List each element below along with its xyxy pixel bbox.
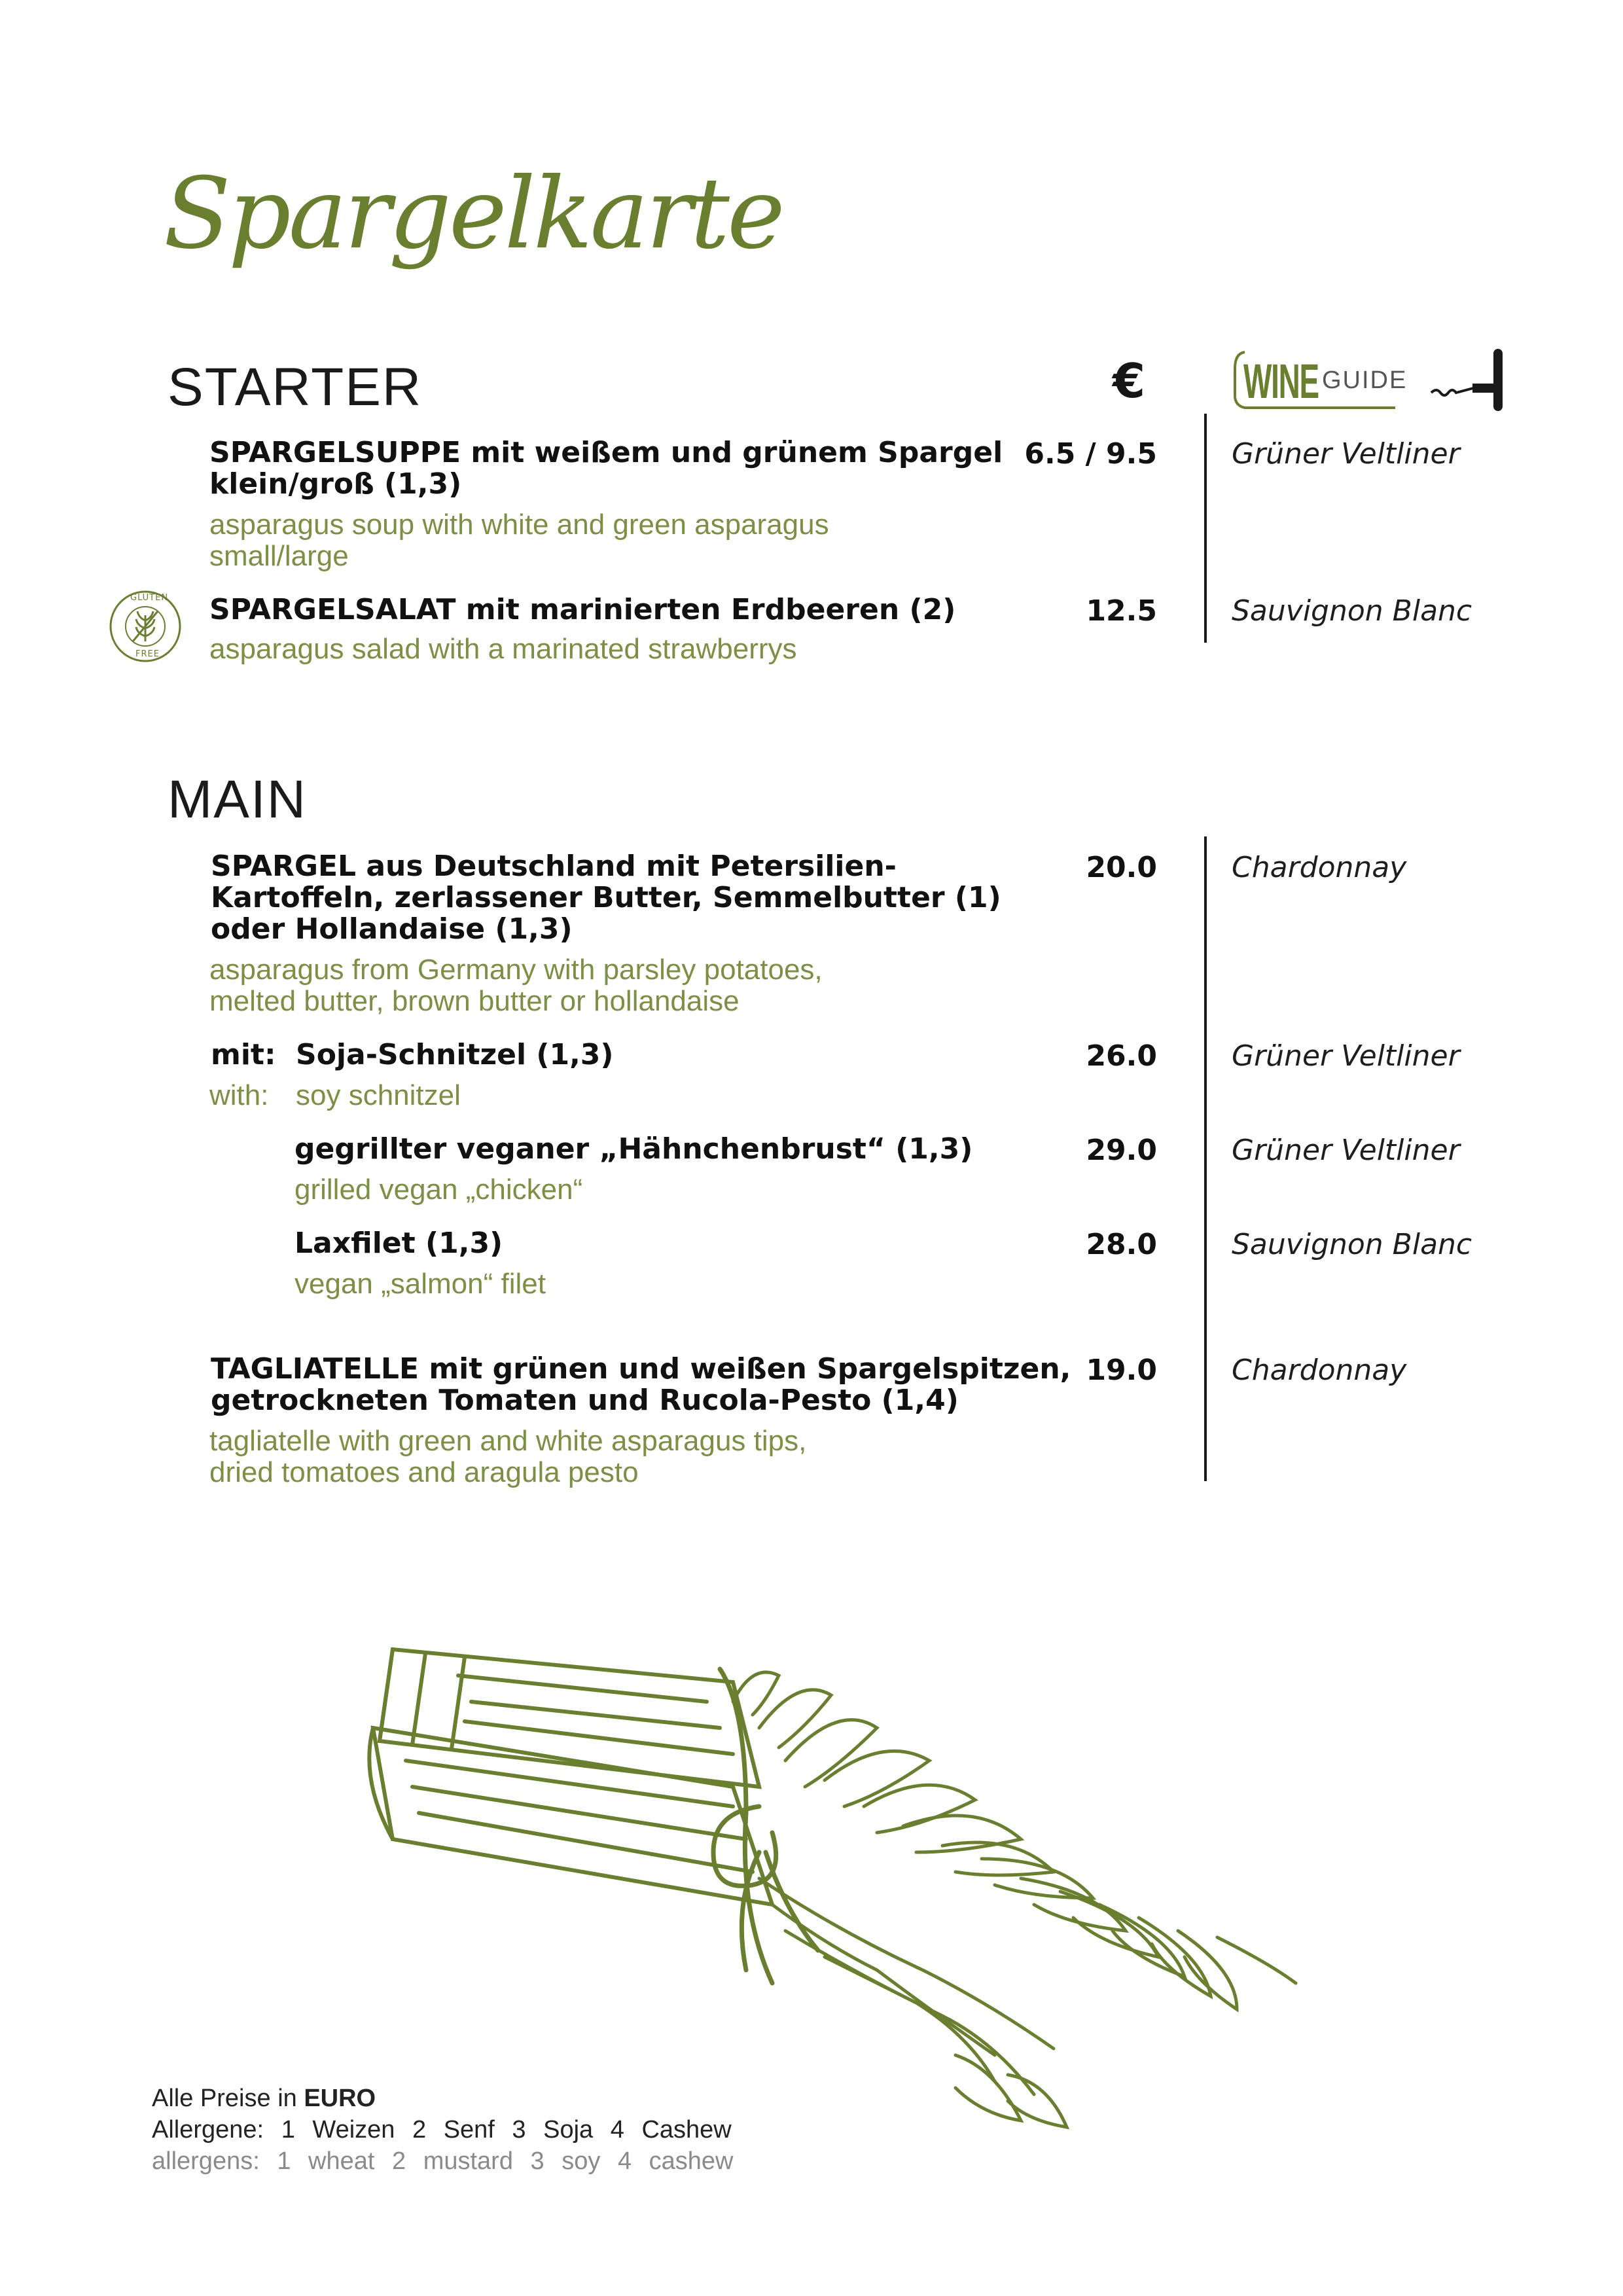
free-badge-text: FREE	[135, 649, 160, 659]
item-name: Laxfilet (1,3)	[294, 1227, 503, 1260]
item-name: TAGLIATELLE mit grünen und weißen Spargelspitzen,	[211, 1352, 1071, 1386]
item-translation: asparagus from Germany with parsley potatoes,	[209, 954, 823, 986]
price-note-currency: EURO	[304, 2085, 376, 2112]
price-note-prefix: Alle Preise in	[152, 2085, 297, 2112]
item-name: gegrillter veganer „Hähnchenbrust“ (1,3)	[294, 1132, 973, 1166]
allergen-name: soy	[562, 2147, 601, 2175]
allergen-code: 4	[617, 2147, 632, 2175]
wine-pairing: Sauvignon Blanc	[1232, 1228, 1472, 1261]
allergen-name: wheat	[308, 2147, 375, 2175]
allergene-name: Senf	[443, 2116, 495, 2144]
section-title-main: MAIN	[168, 770, 307, 829]
allergen-code: 1	[277, 2147, 291, 2175]
gluten-free-badge	[108, 589, 183, 664]
allergene-code: 2	[412, 2116, 427, 2144]
item-name-continued: oder Hollandaise (1,3)	[211, 912, 573, 946]
allergene-code: 1	[281, 2116, 295, 2144]
wine-pairing: Grüner Veltliner	[1232, 1039, 1460, 1073]
item-translation: tagliatelle with green and white asparagus tips,	[209, 1425, 807, 1457]
item-price: 19.0	[1086, 1354, 1157, 1387]
item-translation-continued: small/large	[209, 540, 349, 572]
gluten-badge-text: GLUTEN	[130, 593, 169, 603]
allergene-name: Cashew	[641, 2116, 732, 2144]
allergen-name: cashew	[649, 2147, 734, 2175]
section-title-starter: STARTER	[168, 357, 423, 417]
allergene-name: Soja	[543, 2116, 594, 2144]
mit-label: mit:	[211, 1038, 276, 1071]
item-price: 6.5 / 9.5	[1024, 437, 1157, 471]
with-label: with:	[209, 1079, 269, 1111]
item-name-continued: getrockneten Tomaten und Rucola-Pesto (1,4)	[211, 1384, 959, 1417]
item-translation-continued: dried tomatoes and aragula pesto	[209, 1456, 639, 1488]
menu-title: Spargelkarte	[164, 157, 783, 271]
item-name: Soja-Schnitzel (1,3)	[296, 1038, 614, 1071]
wine-pairing: Grüner Veltliner	[1232, 1134, 1460, 1167]
allergene-legend	[152, 2114, 742, 2145]
item-translation: grilled vegan „chicken“	[294, 1174, 583, 1206]
allergen-name: mustard	[423, 2147, 513, 2175]
wine-column-divider	[1204, 414, 1207, 643]
allergens-legend	[152, 2145, 744, 2177]
item-price: 12.5	[1086, 594, 1157, 628]
item-name-continued: Kartoffeln, zerlassener Butter, Semmelbutter (1)	[211, 881, 1001, 914]
item-price: 28.0	[1086, 1228, 1157, 1261]
item-name: SPARGEL aus Deutschland mit Petersilien-	[211, 850, 897, 883]
allergene-code: 4	[610, 2116, 624, 2144]
wine-pairing: Sauvignon Blanc	[1232, 594, 1472, 628]
allergene-code: 3	[512, 2116, 526, 2144]
item-name-continued: klein/groß (1,3)	[209, 467, 462, 501]
wine-pairing: Grüner Veltliner	[1232, 437, 1460, 471]
item-translation: asparagus salad with a marinated strawberrys	[209, 633, 797, 665]
wine-guide-guide-text: GUIDE	[1322, 367, 1408, 394]
allergene-label: Allergene:	[152, 2116, 264, 2144]
allergen-code: 2	[392, 2147, 406, 2175]
euro-column-header: €	[1113, 353, 1146, 408]
item-name: SPARGELSUPPE mit weißem und grünem Spargel	[209, 436, 1003, 469]
item-translation-continued: melted butter, brown butter or hollandaise	[209, 985, 740, 1017]
wine-pairing: Chardonnay	[1232, 851, 1407, 884]
item-translation: asparagus soup with white and green asparagus	[209, 509, 829, 541]
wine-column-divider	[1204, 836, 1207, 1481]
price-currency-note	[152, 2083, 376, 2114]
item-price: 26.0	[1086, 1039, 1157, 1073]
wine-guide-logo	[1232, 346, 1520, 418]
item-price: 29.0	[1086, 1134, 1157, 1167]
item-translation: vegan „salmon“ filet	[294, 1268, 546, 1300]
allergens-label: allergens:	[152, 2147, 260, 2175]
item-price: 20.0	[1086, 851, 1157, 884]
allergene-name: Weizen	[312, 2116, 395, 2144]
item-name: SPARGELSALAT mit marinierten Erdbeeren (2)	[209, 593, 956, 626]
asparagus-bundle-illustration	[366, 1630, 1309, 2140]
asparagus-icon	[366, 1630, 1309, 2140]
wine-pairing: Chardonnay	[1232, 1354, 1407, 1387]
allergen-code: 3	[530, 2147, 544, 2175]
item-translation: soy schnitzel	[296, 1079, 461, 1111]
wine-guide-wine-text: WINE	[1243, 354, 1319, 408]
